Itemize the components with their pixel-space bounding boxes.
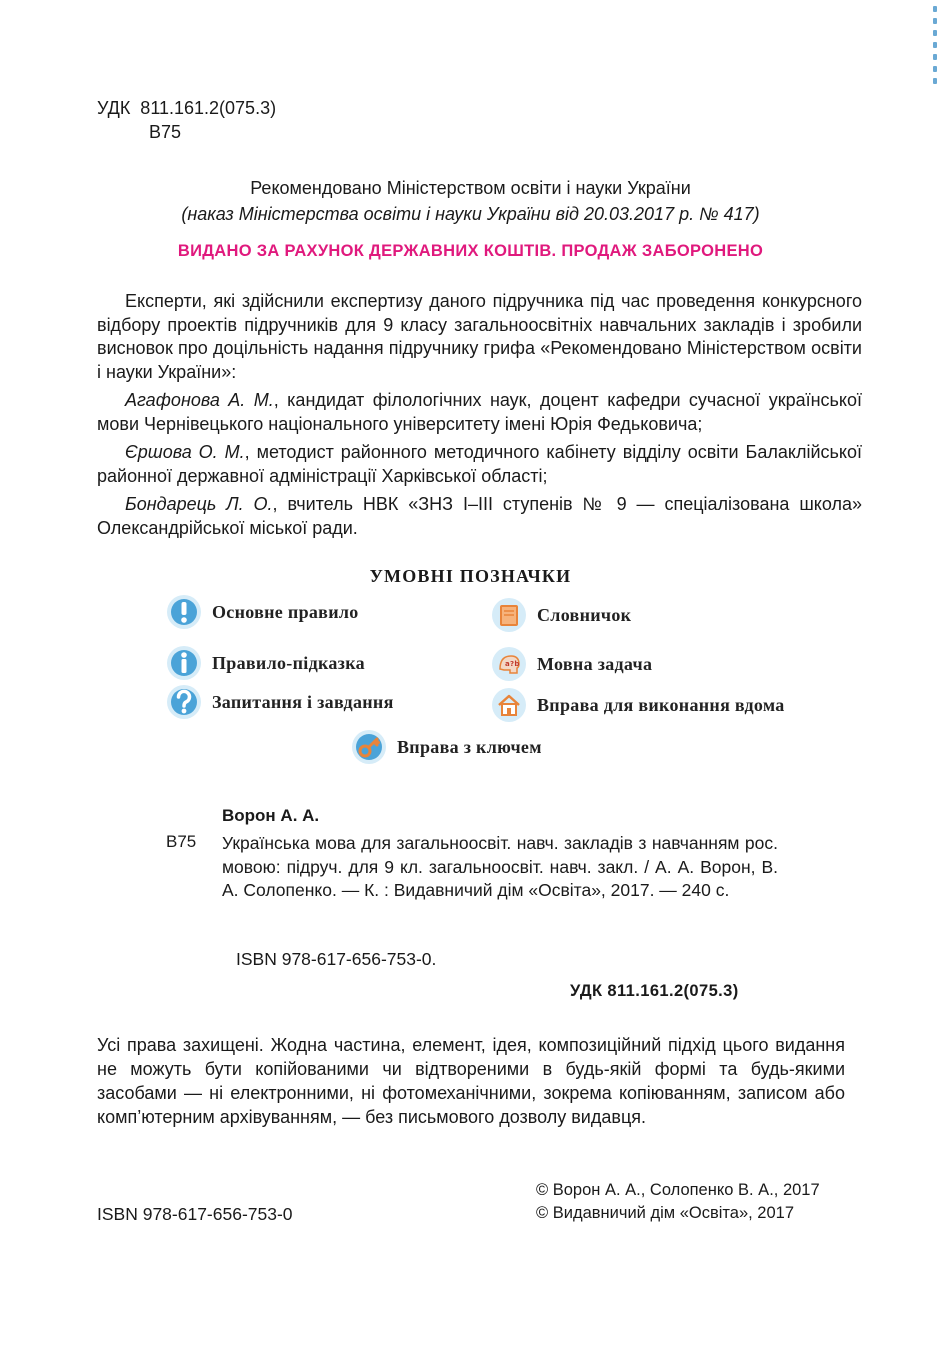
legend-item-language-task	[490, 645, 652, 683]
state-funds-notice: ВИДАНО ЗА РАХУНОК ДЕРЖАВНИХ КОШТІВ. ПРОДАЖ ЗАБОРОНЕНО	[177, 242, 764, 260]
expert-desc: , вчитель НВК «ЗНЗ І–ІІІ ступенів № 9 — спеціалізована школа» Олександрійської міської ради.	[97, 494, 862, 538]
legend-item-main-rule	[165, 593, 359, 631]
expert-item	[97, 441, 862, 488]
legend-label: Запитання і завдання	[212, 691, 394, 712]
exclamation-icon	[165, 593, 203, 631]
page-edge-marks	[927, 0, 941, 110]
legend-item-questions	[165, 683, 394, 721]
legend-title: УМОВНІ ПОЗНАЧКИ	[369, 566, 572, 586]
catalog-description: Українська мова для загальноосвіт. навч. закладів з навчанням рос. мовою: підруч. для 9 кл. загальноосвіт. навч. закл. / А. А. Ворон, В. А. Солопенко. — К. : Видавничий дім «Освіта», 2017. — 240 с.	[222, 833, 778, 900]
legend-label: Правило-підказка	[212, 652, 365, 673]
isbn-bottom: ISBN 978-617-656-753-0	[97, 1204, 293, 1224]
recommendation-order: (наказ Міністерства освіти і науки України від 20.03.2017 р. № 417)	[181, 204, 760, 224]
legend-label: Вправа з ключем	[397, 736, 542, 757]
experts-section	[97, 290, 862, 540]
experts-intro: Експерти, які здійснили експертизу даного підручника під час проведення конкурсного відбору проектів підручників для 9 класу загальноосвітніх навчальних закладів і зробили висновок про доцільність надання підручнику грифа «Рекомендовано Міністерством освіти і науки України»:	[97, 291, 862, 382]
rights-notice: Усі права захищені. Жодна частина, елемент, ідея, композиційний підхід цього видання не можуть бути копійованими чи відтвореними в будь-якій формі та будь-якими засобами — ні електронними, ні фотомеханічними, зокрема копіюванням, записом або комп’ютерним архівуванням, — без письмового дозволу видавця.	[97, 1035, 845, 1127]
book-icon	[490, 596, 528, 634]
legend-label: Основне правило	[212, 601, 359, 622]
udk-block	[97, 96, 276, 144]
catalog-isbn: ISBN 978-617-656-753-0.	[236, 949, 437, 969]
recommendation-line: Рекомендовано Міністерством освіти і науки України	[250, 178, 691, 198]
legend-item-key-exercise	[350, 728, 542, 766]
key-icon	[350, 728, 388, 766]
catalog-udk: УДК 811.161.2(075.3)	[570, 982, 739, 1000]
copyright-publisher: © Видавничий дім «Освіта», 2017	[536, 1204, 794, 1222]
catalog-author: Ворон А. А.	[222, 806, 320, 825]
expert-name: Агафонова А. М.	[125, 390, 274, 410]
question-icon	[165, 683, 203, 721]
recommendation	[0, 175, 941, 227]
legend-label: Словничок	[537, 604, 632, 625]
expert-item	[97, 389, 862, 436]
legend-item-glossary	[490, 596, 631, 634]
book-code: В75	[149, 122, 182, 142]
legend-label: Вправа для виконання вдома	[537, 694, 785, 715]
copyright-authors: © Ворон А. А., Солопенко В. А., 2017	[536, 1181, 820, 1199]
puzzle-head-icon	[490, 645, 528, 683]
svg-text:a?b: a?b	[505, 660, 520, 668]
expert-name: Бондарець Л. О.	[125, 494, 273, 514]
home-icon	[490, 686, 528, 724]
expert-desc: , методист районного методичного кабінету відділу освіти Балаклійської районної державної адміністрації Харківської області;	[97, 442, 862, 486]
legend-item-hint-rule	[165, 644, 365, 682]
expert-desc: , кандидат філологічних наук, доцент кафедри сучасної української мови Чернівецького національного університету імені Юрія Федьковича;	[97, 390, 863, 434]
udk-line: УДК 811.161.2(075.3)	[97, 98, 277, 118]
expert-name: Єршова О. М.	[125, 442, 245, 462]
expert-item	[97, 493, 862, 540]
info-icon	[165, 644, 203, 682]
legend-label: Мовна задача	[537, 653, 653, 674]
catalog-code: В75	[166, 832, 197, 851]
legend-item-homework	[490, 686, 785, 724]
